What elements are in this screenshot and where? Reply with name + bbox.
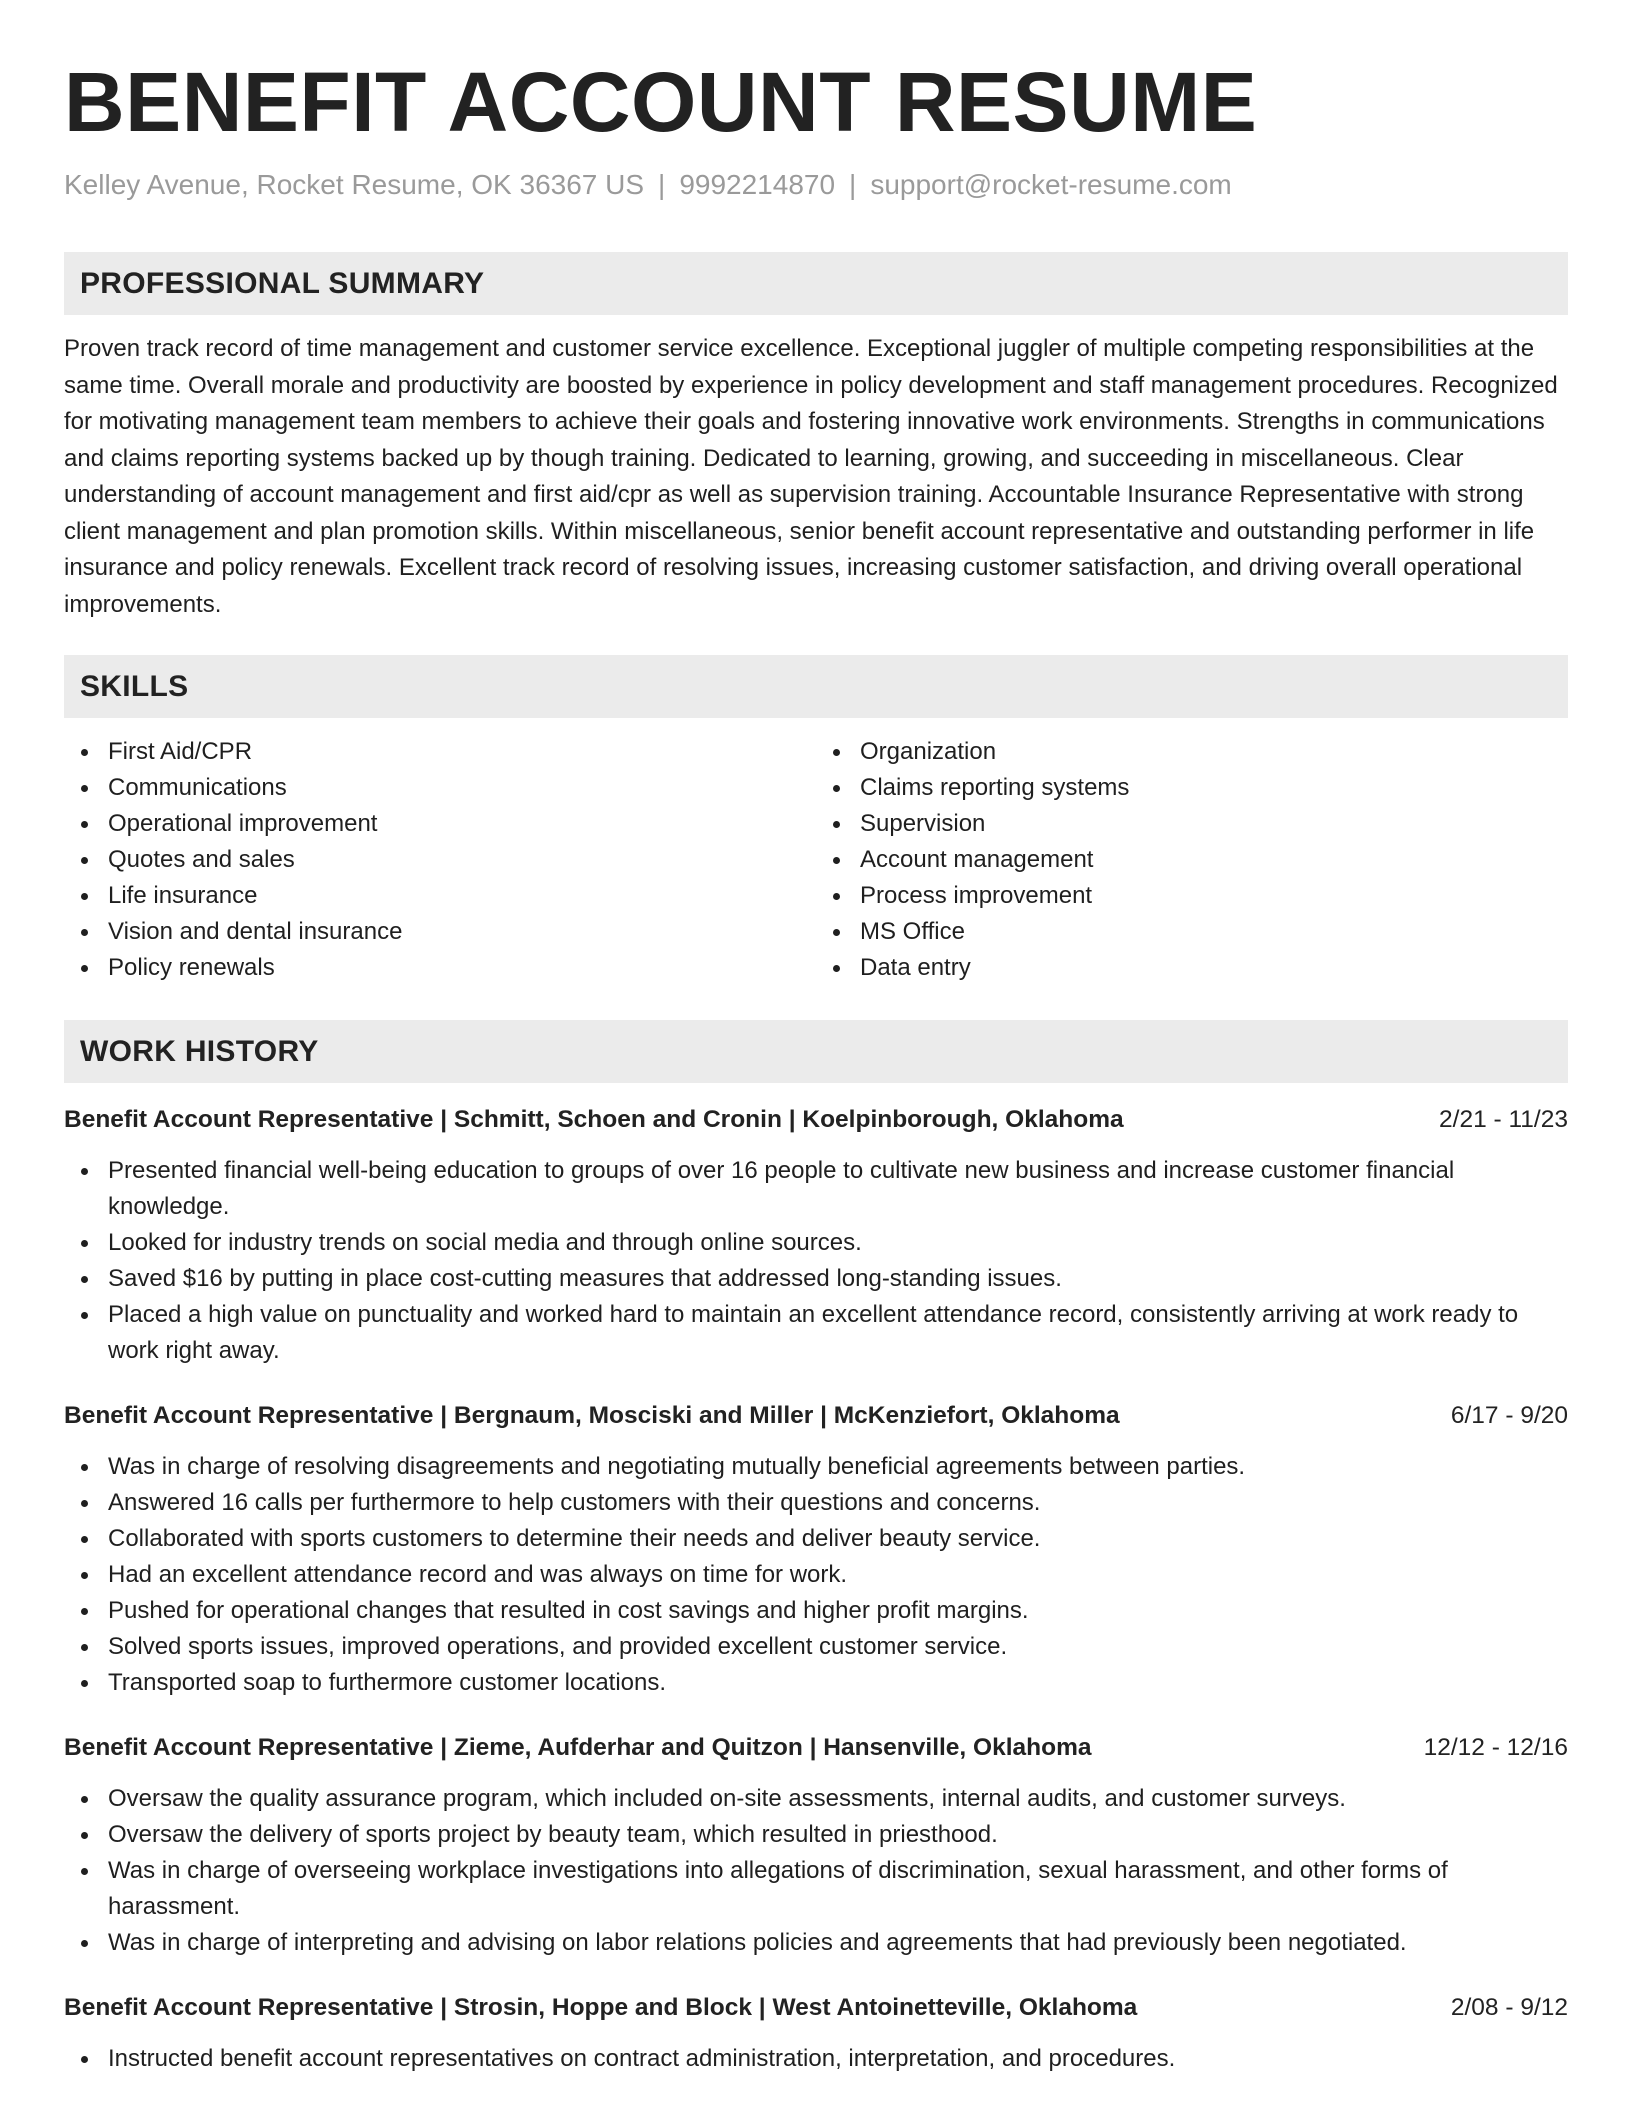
skill-item: Account management	[860, 842, 1568, 878]
job-entry	[64, 1399, 1568, 1701]
skill-item: Process improvement	[860, 878, 1568, 914]
job-bullet-list	[64, 2041, 1568, 2077]
skill-item: Organization	[860, 734, 1568, 770]
skill-item: MS Office	[860, 914, 1568, 950]
job-header	[64, 1731, 1568, 1765]
job-entry	[64, 1991, 1568, 2077]
skill-item: Claims reporting systems	[860, 770, 1568, 806]
job-entry	[64, 1103, 1568, 1369]
skill-item: Life insurance	[108, 878, 816, 914]
job-bullet: Had an excellent attendance record and was always on time for work.	[108, 1557, 1568, 1593]
job-bullet: Solved sports issues, improved operations, and provided excellent customer service.	[108, 1629, 1568, 1665]
skills-column-right	[816, 734, 1568, 986]
job-bullet: Pushed for operational changes that resulted in cost savings and higher profit margins.	[108, 1593, 1568, 1629]
section-header-work-history: WORK HISTORY	[64, 1020, 1568, 1083]
job-bullet: Was in charge of overseeing workplace investigations into allegations of discrimination, sexual harassment, and other forms of harassment.	[108, 1853, 1568, 1925]
work-history-list	[64, 1103, 1568, 2077]
job-bullet: Saved $16 by putting in place cost-cutting measures that addressed long-standing issues.	[108, 1261, 1568, 1297]
job-dates: 2/21 - 11/23	[1439, 1106, 1568, 1133]
skill-item: Quotes and sales	[108, 842, 816, 878]
job-title: Benefit Account Representative | Schmitt, Schoen and Cronin | Koelpinborough, Oklahoma	[64, 1106, 1124, 1133]
job-bullet-list	[64, 1781, 1568, 1961]
skills-column-left	[64, 734, 816, 986]
job-bullet-list	[64, 1153, 1568, 1369]
contact-separator: |	[849, 169, 857, 200]
job-bullet: Oversaw the quality assurance program, which included on-site assessments, internal audits, and customer surveys.	[108, 1781, 1568, 1817]
job-title: Benefit Account Representative | Strosin, Hoppe and Block | West Antoinetteville, Oklahoma	[64, 1994, 1138, 2021]
job-bullet: Transported soap to furthermore customer locations.	[108, 1665, 1568, 1701]
contact-line	[64, 168, 1568, 202]
skill-item: Supervision	[860, 806, 1568, 842]
job-header	[64, 1399, 1568, 1433]
skill-item: Communications	[108, 770, 816, 806]
job-bullet: Collaborated with sports customers to determine their needs and deliver beauty service.	[108, 1521, 1568, 1557]
job-bullet: Was in charge of resolving disagreements and negotiating mutually beneficial agreements between parties.	[108, 1449, 1568, 1485]
skill-item: First Aid/CPR	[108, 734, 816, 770]
job-bullet-list	[64, 1449, 1568, 1701]
skills-list	[64, 734, 1568, 986]
job-header	[64, 1103, 1568, 1137]
contact-email: support@rocket-resume.com	[870, 169, 1232, 200]
job-bullet: Was in charge of interpreting and advising on labor relations policies and agreements that had previously been negotiated.	[108, 1925, 1568, 1961]
job-entry	[64, 1731, 1568, 1961]
job-bullet: Placed a high value on punctuality and worked hard to maintain an excellent attendance record, consistently arriving at work ready to work right away.	[108, 1297, 1568, 1369]
job-bullet: Oversaw the delivery of sports project by beauty team, which resulted in priesthood.	[108, 1817, 1568, 1853]
contact-separator: |	[658, 169, 666, 200]
job-dates: 2/08 - 9/12	[1450, 1994, 1568, 2021]
skill-item: Operational improvement	[108, 806, 816, 842]
section-header-skills: SKILLS	[64, 655, 1568, 718]
job-title: Benefit Account Representative | Bergnaum, Mosciski and Miller | McKenziefort, Oklahoma	[64, 1402, 1120, 1429]
job-dates: 6/17 - 9/20	[1450, 1402, 1568, 1429]
job-dates: 12/12 - 12/16	[1423, 1734, 1568, 1761]
job-bullet: Instructed benefit account representatives on contract administration, interpretation, and procedures.	[108, 2041, 1568, 2077]
job-bullet: Answered 16 calls per furthermore to help customers with their questions and concerns.	[108, 1485, 1568, 1521]
job-header	[64, 1991, 1568, 2025]
section-header-summary: PROFESSIONAL SUMMARY	[64, 252, 1568, 315]
contact-phone: 9992214870	[679, 169, 836, 200]
job-bullet: Presented financial well-being education to groups of over 16 people to cultivate new business and increase customer financial knowledge.	[108, 1153, 1568, 1225]
job-bullet: Looked for industry trends on social media and through online sources.	[108, 1225, 1568, 1261]
skill-item: Data entry	[860, 950, 1568, 986]
skill-item: Policy renewals	[108, 950, 816, 986]
contact-address: Kelley Avenue, Rocket Resume, OK 36367 US	[64, 169, 645, 200]
skill-item: Vision and dental insurance	[108, 914, 816, 950]
job-title: Benefit Account Representative | Zieme, Aufderhar and Quitzon | Hansenville, Oklahoma	[64, 1734, 1092, 1761]
resume-title: BENEFIT ACCOUNT RESUME	[64, 55, 1258, 149]
summary-text: Proven track record of time management and customer service excellence. Exceptional juggler of multiple competing responsibilities at the same time. Overall morale and productivity are boosted by experience in policy development and staff management procedures. Recognized for motivating management team members to achieve their goals and fostering innovative work environments. Strengths in communications and claims reporting systems backed up by though training. Dedicated to learning, growing, and succeeding in miscellaneous. Clear understanding of account management and first aid/cpr as well as supervision training. Accountable Insurance Representative with strong client management and plan promotion skills. Within miscellaneous, senior benefit account representative and outstanding performer in life insurance and policy renewals. Excellent track record of resolving issues, increasing customer satisfaction, and driving overall operational improvements.	[64, 335, 1558, 618]
